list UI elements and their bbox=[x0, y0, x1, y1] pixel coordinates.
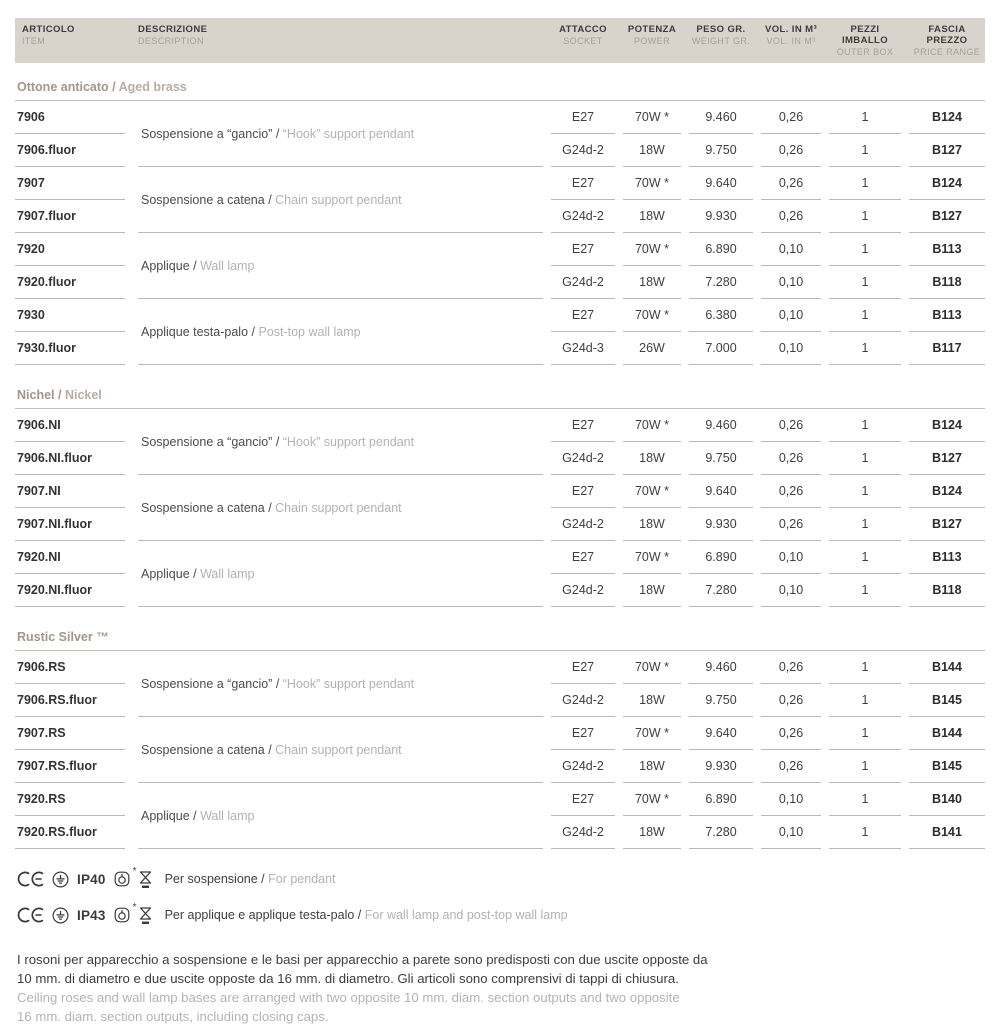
product-group bbox=[15, 541, 985, 607]
article-code: 7907.RS.fluor bbox=[15, 750, 125, 783]
socket-value: G24d-2 bbox=[551, 816, 615, 849]
volume-value: 0,26 bbox=[761, 717, 821, 750]
socket-value: G24d-2 bbox=[551, 574, 615, 607]
price-value: B127 bbox=[909, 508, 985, 541]
weight-value: 9.930 bbox=[689, 200, 753, 233]
volume-value: 0,26 bbox=[761, 508, 821, 541]
volume-value: 0,10 bbox=[761, 332, 821, 365]
pieces-value: 1 bbox=[829, 233, 901, 266]
description-d2: “Hook” support pendant bbox=[282, 126, 415, 141]
pieces-value: 1 bbox=[829, 574, 901, 607]
description-dsep: / bbox=[272, 126, 283, 141]
pieces-value: 1 bbox=[829, 475, 901, 508]
pieces-value: 1 bbox=[829, 134, 901, 167]
column-header-attacco bbox=[551, 24, 615, 47]
power-value: 18W bbox=[623, 816, 681, 849]
asterisk: * bbox=[132, 866, 137, 877]
volume-value: 0,10 bbox=[761, 233, 821, 266]
description-d1: Applique testa-palo bbox=[141, 324, 249, 339]
description-d2: Wall lamp bbox=[200, 566, 255, 581]
description-d1: Sospensione a catena bbox=[141, 192, 265, 207]
ip-rating: IP43 bbox=[77, 907, 106, 923]
weight-value: 9.460 bbox=[689, 409, 753, 442]
product-group bbox=[15, 475, 985, 541]
socket-value: G24d-2 bbox=[551, 684, 615, 717]
socket-value: E27 bbox=[551, 783, 615, 816]
product-group bbox=[15, 409, 985, 475]
certification-label bbox=[165, 872, 336, 886]
article-code: 7907 bbox=[15, 167, 125, 200]
footnote-line-en: Ceiling roses and wall lamp bases are arranged with two opposite 10 mm. diam. section outputs and two opposite bbox=[17, 990, 680, 1005]
description-d1: Sospensione a “gancio” bbox=[141, 434, 273, 449]
description-cell bbox=[138, 167, 543, 233]
product-group bbox=[15, 167, 985, 233]
section-title-sep: / bbox=[54, 388, 65, 402]
enclosure-lamp-icon bbox=[114, 866, 137, 887]
description-d1: Sospensione a “gancio” bbox=[141, 676, 273, 691]
column-header-secondary: SOCKET bbox=[563, 36, 603, 46]
column-header-pezzi bbox=[829, 24, 901, 58]
hourglass-icon bbox=[138, 906, 153, 925]
section-title-t2: Aged brass bbox=[118, 80, 187, 94]
description-cell bbox=[138, 299, 543, 365]
hourglass-icon bbox=[138, 870, 153, 889]
weight-value: 6.890 bbox=[689, 783, 753, 816]
description-d1: Applique bbox=[141, 258, 190, 273]
price-value: B113 bbox=[909, 541, 985, 574]
pieces-value: 1 bbox=[829, 200, 901, 233]
price-value: B124 bbox=[909, 475, 985, 508]
power-value: 18W bbox=[623, 508, 681, 541]
description-cell bbox=[138, 783, 543, 849]
power-value: 18W bbox=[623, 442, 681, 475]
section-title-sep: / bbox=[108, 80, 119, 94]
pieces-value: 1 bbox=[829, 266, 901, 299]
power-value: 18W bbox=[623, 134, 681, 167]
description-dsep: / bbox=[189, 808, 201, 823]
article-code: 7920.NI bbox=[15, 541, 125, 574]
volume-value: 0,26 bbox=[761, 684, 821, 717]
socket-value: E27 bbox=[551, 409, 615, 442]
section-title bbox=[15, 623, 985, 651]
socket-value: G24d-2 bbox=[551, 508, 615, 541]
price-value: B124 bbox=[909, 409, 985, 442]
column-header-articolo bbox=[15, 24, 130, 47]
section-title bbox=[15, 381, 985, 409]
certification-label-en: For wall lamp and post-top wall lamp bbox=[364, 908, 568, 922]
product-group bbox=[15, 233, 985, 299]
power-value: 70W * bbox=[623, 475, 681, 508]
socket-value: E27 bbox=[551, 299, 615, 332]
asterisk: * bbox=[132, 902, 137, 913]
column-header-peso bbox=[689, 24, 753, 47]
description-dsep: / bbox=[272, 434, 283, 449]
socket-value: G24d-3 bbox=[551, 332, 615, 365]
pieces-value: 1 bbox=[829, 684, 901, 717]
volume-value: 0,26 bbox=[761, 750, 821, 783]
pieces-value: 1 bbox=[829, 299, 901, 332]
power-value: 18W bbox=[623, 266, 681, 299]
price-value: B127 bbox=[909, 200, 985, 233]
power-value: 70W * bbox=[623, 233, 681, 266]
price-value: B144 bbox=[909, 717, 985, 750]
description-d1: Sospensione a catena bbox=[141, 742, 265, 757]
description-dsep: / bbox=[272, 676, 283, 691]
article-code: 7906.NI.fluor bbox=[15, 442, 125, 475]
weight-value: 7.280 bbox=[689, 574, 753, 607]
product-section bbox=[15, 623, 985, 849]
article-code: 7907.NI.fluor bbox=[15, 508, 125, 541]
pieces-value: 1 bbox=[829, 409, 901, 442]
certifications bbox=[15, 861, 985, 933]
certification-label-it: Per applique e applique testa-palo bbox=[164, 908, 355, 922]
product-group bbox=[15, 101, 985, 167]
ce-icon bbox=[17, 907, 44, 923]
pieces-value: 1 bbox=[829, 167, 901, 200]
description-d2: “Hook” support pendant bbox=[282, 676, 415, 691]
description-d2: Chain support pendant bbox=[275, 192, 402, 207]
power-value: 26W bbox=[623, 332, 681, 365]
description-dsep: / bbox=[264, 192, 276, 207]
price-value: B124 bbox=[909, 167, 985, 200]
pieces-value: 1 bbox=[829, 332, 901, 365]
article-code: 7906.RS.fluor bbox=[15, 684, 125, 717]
volume-value: 0,26 bbox=[761, 409, 821, 442]
power-value: 18W bbox=[623, 574, 681, 607]
description-cell bbox=[138, 101, 543, 167]
weight-value: 6.380 bbox=[689, 299, 753, 332]
article-code: 7907.fluor bbox=[15, 200, 125, 233]
description-dsep: / bbox=[189, 258, 201, 273]
table-header bbox=[15, 18, 985, 63]
description-d2: Chain support pendant bbox=[275, 500, 402, 515]
volume-value: 0,10 bbox=[761, 783, 821, 816]
volume-value: 0,10 bbox=[761, 574, 821, 607]
socket-value: G24d-2 bbox=[551, 200, 615, 233]
description-d2: Chain support pendant bbox=[275, 742, 402, 757]
price-value: B117 bbox=[909, 332, 985, 365]
separator: / bbox=[354, 908, 365, 922]
pieces-value: 1 bbox=[829, 508, 901, 541]
description-cell bbox=[138, 409, 543, 475]
power-value: 70W * bbox=[623, 783, 681, 816]
product-table bbox=[15, 73, 985, 849]
power-value: 70W * bbox=[623, 717, 681, 750]
article-code: 7906.RS bbox=[15, 651, 125, 684]
socket-value: G24d-2 bbox=[551, 134, 615, 167]
volume-value: 0,10 bbox=[761, 816, 821, 849]
volume-value: 0,26 bbox=[761, 167, 821, 200]
weight-value: 9.460 bbox=[689, 101, 753, 134]
description-d1: Sospensione a catena bbox=[141, 500, 265, 515]
column-header-primary: PEZZI IMBALLO bbox=[841, 24, 889, 46]
description-cell bbox=[138, 651, 543, 717]
pieces-value: 1 bbox=[829, 816, 901, 849]
price-value: B141 bbox=[909, 816, 985, 849]
weight-value: 6.890 bbox=[689, 233, 753, 266]
footnote-line-en: 16 mm. diam. section outputs, including closing caps. bbox=[17, 1009, 329, 1024]
power-value: 70W * bbox=[623, 299, 681, 332]
weight-value: 7.280 bbox=[689, 266, 753, 299]
certification-label-it: Per sospensione bbox=[164, 872, 258, 886]
article-code: 7920.NI.fluor bbox=[15, 574, 125, 607]
column-header-primary: POTENZA bbox=[627, 24, 677, 35]
product-section bbox=[15, 381, 985, 607]
description-dsep: / bbox=[248, 324, 259, 339]
article-code: 7907.RS bbox=[15, 717, 125, 750]
product-group bbox=[15, 783, 985, 849]
product-group bbox=[15, 717, 985, 783]
column-header-primary: VOL. IN M³ bbox=[764, 24, 818, 35]
price-value: B118 bbox=[909, 266, 985, 299]
price-value: B113 bbox=[909, 299, 985, 332]
weight-value: 9.460 bbox=[689, 651, 753, 684]
price-value: B118 bbox=[909, 574, 985, 607]
description-cell bbox=[138, 233, 543, 299]
earth-class-icon bbox=[52, 871, 69, 888]
weight-value: 9.750 bbox=[689, 442, 753, 475]
column-header-secondary: WEIGHT GR. bbox=[691, 36, 751, 46]
certification-label-en: For pendant bbox=[268, 872, 336, 886]
price-value: B124 bbox=[909, 101, 985, 134]
power-value: 70W * bbox=[623, 409, 681, 442]
pieces-value: 1 bbox=[829, 442, 901, 475]
description-cell bbox=[138, 541, 543, 607]
column-header-secondary: ITEM bbox=[22, 36, 46, 46]
socket-value: E27 bbox=[551, 541, 615, 574]
column-header-descrizione bbox=[138, 24, 543, 47]
article-code: 7906.NI bbox=[15, 409, 125, 442]
price-value: B113 bbox=[909, 233, 985, 266]
pieces-value: 1 bbox=[829, 651, 901, 684]
certification-row-wall-lamp bbox=[17, 897, 985, 933]
weight-value: 9.640 bbox=[689, 167, 753, 200]
column-header-primary: ARTICOLO bbox=[22, 24, 75, 35]
price-value: B144 bbox=[909, 651, 985, 684]
weight-value: 7.280 bbox=[689, 816, 753, 849]
certification-row-pendant bbox=[17, 861, 985, 897]
article-code: 7920 bbox=[15, 233, 125, 266]
socket-value: E27 bbox=[551, 101, 615, 134]
certification-label bbox=[165, 908, 568, 922]
column-header-secondary: DESCRIPTION bbox=[138, 36, 204, 46]
power-value: 70W * bbox=[623, 101, 681, 134]
power-value: 18W bbox=[623, 200, 681, 233]
price-value: B127 bbox=[909, 442, 985, 475]
article-code: 7930 bbox=[15, 299, 125, 332]
volume-value: 0,26 bbox=[761, 651, 821, 684]
article-code: 7920.fluor bbox=[15, 266, 125, 299]
column-header-secondary: OUTER BOX bbox=[836, 47, 894, 57]
description-dsep: / bbox=[264, 742, 276, 757]
article-code: 7920.RS.fluor bbox=[15, 816, 125, 849]
description-cell bbox=[138, 717, 543, 783]
weight-value: 9.930 bbox=[689, 750, 753, 783]
power-value: 18W bbox=[623, 750, 681, 783]
socket-value: E27 bbox=[551, 717, 615, 750]
description-d2: Wall lamp bbox=[200, 258, 255, 273]
column-header-potenza bbox=[623, 24, 681, 47]
price-value: B140 bbox=[909, 783, 985, 816]
column-header-primary: PESO GR. bbox=[696, 24, 746, 35]
column-header-volume bbox=[761, 24, 821, 47]
pieces-value: 1 bbox=[829, 101, 901, 134]
price-value: B145 bbox=[909, 684, 985, 717]
article-code: 7930.fluor bbox=[15, 332, 125, 365]
ip-rating: IP40 bbox=[77, 871, 106, 887]
description-d1: Applique bbox=[141, 808, 190, 823]
volume-value: 0,26 bbox=[761, 442, 821, 475]
column-header-primary: ATTACCO bbox=[559, 24, 607, 35]
section-title-t1: Ottone anticato bbox=[17, 80, 109, 94]
pieces-value: 1 bbox=[829, 717, 901, 750]
enclosure-lamp-icon bbox=[114, 902, 137, 923]
column-header-secondary: VOL. IN M³ bbox=[766, 36, 816, 46]
footnote bbox=[15, 950, 985, 1026]
separator: / bbox=[257, 872, 269, 886]
power-value: 70W * bbox=[623, 651, 681, 684]
description-d2: Wall lamp bbox=[200, 808, 255, 823]
section-title-t1: Rustic Silver ™ bbox=[17, 630, 109, 644]
price-value: B127 bbox=[909, 134, 985, 167]
article-code: 7920.RS bbox=[15, 783, 125, 816]
weight-value: 9.640 bbox=[689, 717, 753, 750]
power-value: 70W * bbox=[623, 541, 681, 574]
description-dsep: / bbox=[189, 566, 201, 581]
description-d1: Applique bbox=[141, 566, 190, 581]
description-d1: Sospensione a “gancio” bbox=[141, 126, 273, 141]
pieces-value: 1 bbox=[829, 783, 901, 816]
volume-value: 0,26 bbox=[761, 200, 821, 233]
footnote-line-it: 10 mm. di diametro e due uscite opposte da 16 mm. di diametro. Gli articoli sono comprensivi di tappi di chiusura. bbox=[17, 971, 679, 986]
article-code: 7906 bbox=[15, 101, 125, 134]
product-section bbox=[15, 73, 985, 365]
column-header-secondary: POWER bbox=[633, 36, 670, 46]
column-header-primary: DESCRIZIONE bbox=[138, 24, 208, 35]
volume-value: 0,10 bbox=[761, 299, 821, 332]
description-cell bbox=[138, 475, 543, 541]
volume-value: 0,10 bbox=[761, 541, 821, 574]
volume-value: 0,26 bbox=[761, 134, 821, 167]
weight-value: 9.750 bbox=[689, 134, 753, 167]
weight-value: 7.000 bbox=[689, 332, 753, 365]
weight-value: 9.640 bbox=[689, 475, 753, 508]
earth-class-icon bbox=[52, 907, 69, 924]
weight-value: 9.930 bbox=[689, 508, 753, 541]
section-title bbox=[15, 73, 985, 101]
volume-value: 0,26 bbox=[761, 101, 821, 134]
weight-value: 6.890 bbox=[689, 541, 753, 574]
weight-value: 9.750 bbox=[689, 684, 753, 717]
pieces-value: 1 bbox=[829, 541, 901, 574]
price-value: B145 bbox=[909, 750, 985, 783]
column-header-primary: FASCIA PREZZO bbox=[926, 24, 968, 46]
volume-value: 0,10 bbox=[761, 266, 821, 299]
socket-value: E27 bbox=[551, 167, 615, 200]
power-value: 18W bbox=[623, 684, 681, 717]
section-title-t1: Nichel bbox=[17, 388, 55, 402]
ce-icon bbox=[17, 871, 44, 887]
socket-value: G24d-2 bbox=[551, 442, 615, 475]
product-group bbox=[15, 651, 985, 717]
description-d2: “Hook” support pendant bbox=[282, 434, 415, 449]
section-title-t2: Nickel bbox=[64, 388, 102, 402]
socket-value: G24d-2 bbox=[551, 750, 615, 783]
socket-value: E27 bbox=[551, 651, 615, 684]
socket-value: E27 bbox=[551, 233, 615, 266]
power-value: 70W * bbox=[623, 167, 681, 200]
product-group bbox=[15, 299, 985, 365]
article-code: 7907.NI bbox=[15, 475, 125, 508]
description-d2: Post-top wall lamp bbox=[258, 324, 361, 339]
volume-value: 0,26 bbox=[761, 475, 821, 508]
column-header-secondary: PRICE RANGE bbox=[913, 47, 981, 57]
footnote-line-it: I rosoni per apparecchio a sospensione e le basi per apparecchio a parete sono predisposti con due uscite opposte da bbox=[17, 952, 708, 967]
column-header-fascia bbox=[909, 24, 985, 58]
socket-value: E27 bbox=[551, 475, 615, 508]
description-dsep: / bbox=[264, 500, 276, 515]
article-code: 7906.fluor bbox=[15, 134, 125, 167]
pieces-value: 1 bbox=[829, 750, 901, 783]
socket-value: G24d-2 bbox=[551, 266, 615, 299]
